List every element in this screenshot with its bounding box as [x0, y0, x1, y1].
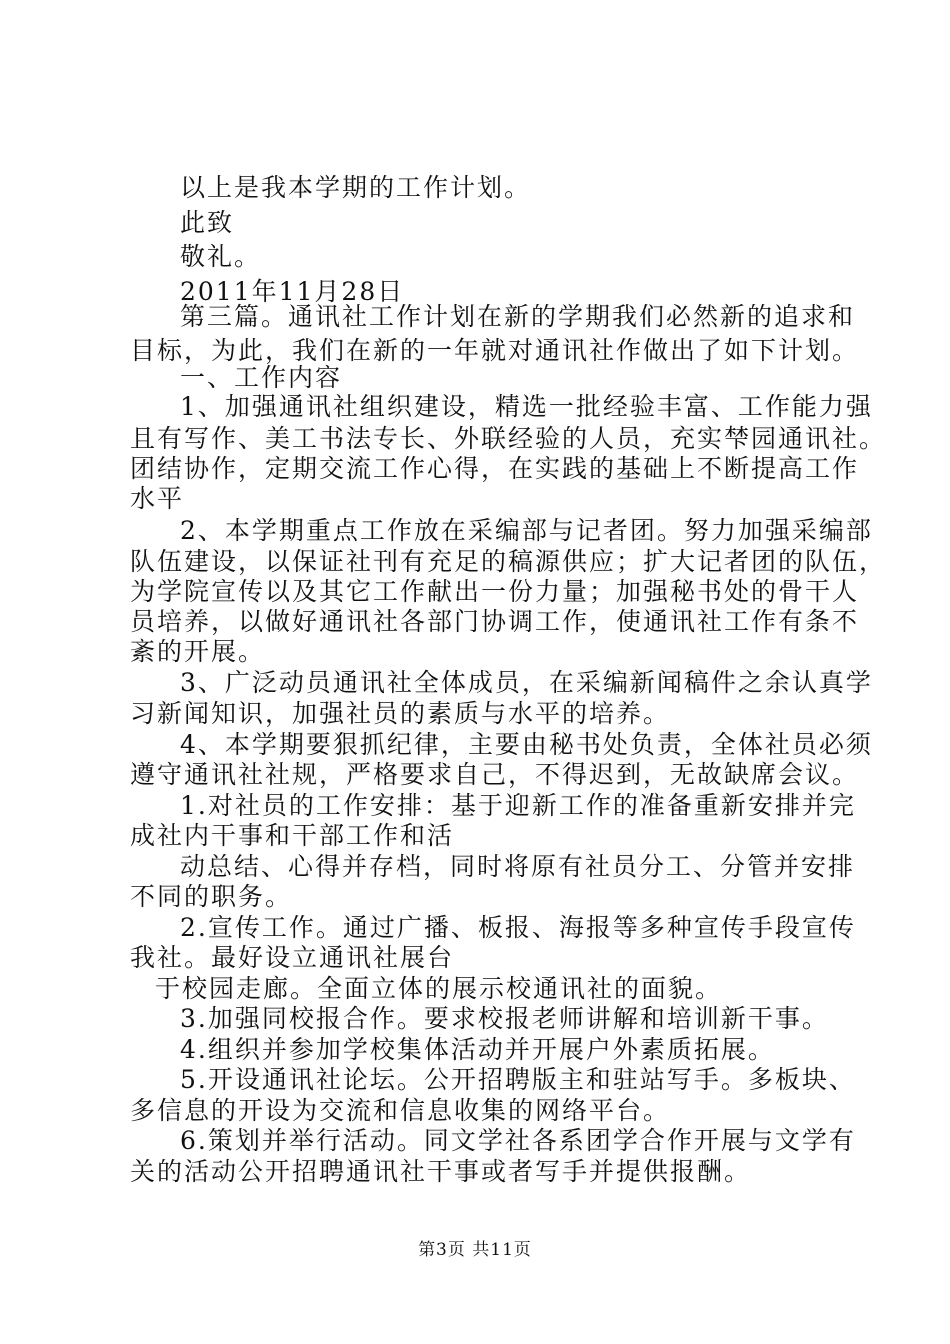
list-item-line: 5.开设通讯社论坛。公开招聘版主和驻站写手。多板块、 — [180, 1065, 856, 1094]
paragraph-line: 遵守通讯社社规，严格要求自己，不得迟到，无故缺席会议。 — [130, 760, 860, 789]
subsection-heading: 一、工作内容 — [180, 363, 343, 392]
paragraph-line: 为学院宣传以及其它工作献出一份力量；加强秘书处的骨干人 — [130, 577, 860, 606]
list-item-line: 多信息的开设为交流和信息收集的网络平台。 — [130, 1096, 671, 1125]
paragraph-line: 1、加强通讯社组织建设，精选一批经验丰富、工作能力强 — [180, 392, 873, 421]
paragraph-line: 3、广泛动员通讯社全体成员，在采编新闻稿件之余认真学 — [180, 668, 873, 697]
text-line: 目标，为此，我们在新的一年就对通讯社作做出了如下计划。 — [130, 336, 860, 365]
list-item-line: 6.策划并举行活动。同文学社各系团学合作开展与文学有 — [180, 1126, 856, 1155]
list-item-line: 2.宣传工作。通过广播、板报、海报等多种宣传手段宣传 — [180, 913, 856, 942]
list-item-line: 成社内干事和干部工作和活 — [130, 821, 455, 850]
section-heading: 第三篇。通讯社工作计划在新的学期我们必然新的追求和 — [180, 302, 856, 331]
text-line: 此致 — [180, 208, 235, 237]
paragraph-line: 且有写作、美工书法专长、外联经验的人员，充实梺园通讯社。 — [130, 424, 887, 453]
list-item-line: 不同的职务。 — [130, 882, 293, 911]
page-number-footer: 第3页 共11页 — [418, 1240, 532, 1260]
paragraph-line: 水平 — [130, 484, 185, 513]
paragraph-line: 紊的开展。 — [130, 637, 266, 666]
list-item-line: 动总结、心得并存档，同时将原有社员分工、分管并安排 — [180, 852, 856, 881]
text-line: 敬礼。 — [180, 242, 262, 271]
paragraph-line: 2、本学期重点工作放在采编部与记者团。努力加强采编部 — [180, 516, 873, 545]
list-item-line: 4.组织并参加学校集体活动并开展户外素质拓展。 — [180, 1035, 775, 1064]
paragraph-line: 团结协作，定期交流工作心得，在实践的基础上不断提高工作 — [130, 454, 860, 483]
paragraph-line: 队伍建设，以保证社刊有充足的稿源供应；扩大记者团的队伍， — [130, 547, 887, 576]
text-line: 以上是我本学期的工作计划。 — [180, 173, 532, 202]
list-item-line: 关的活动公开招聘通讯社干事或者写手并提供报酬。 — [130, 1157, 752, 1186]
list-item-line: 1.对社员的工作安排：基于迎新工作的准备重新安排并完 — [180, 791, 856, 820]
paragraph-line: 员培养，以做好通讯社各部门协调工作，使通讯社工作有条不 — [130, 607, 860, 636]
paragraph-line: 4、本学期要狠抓纪律，主要由秘书处负责，全体社员必须 — [180, 730, 873, 759]
date-line: 2011年11月28日 — [180, 277, 405, 306]
list-item-line: 于校园走廊。全面立体的展示校通讯社的面貌。 — [155, 974, 723, 1003]
list-item-line: 3.加强同校报合作。要求校报老师讲解和培训新干事。 — [180, 1004, 829, 1033]
paragraph-line: 习新闻知识，加强社员的素质与水平的培养。 — [130, 699, 671, 728]
list-item-line: 我社。最好设立通讯社展台 — [130, 943, 455, 972]
